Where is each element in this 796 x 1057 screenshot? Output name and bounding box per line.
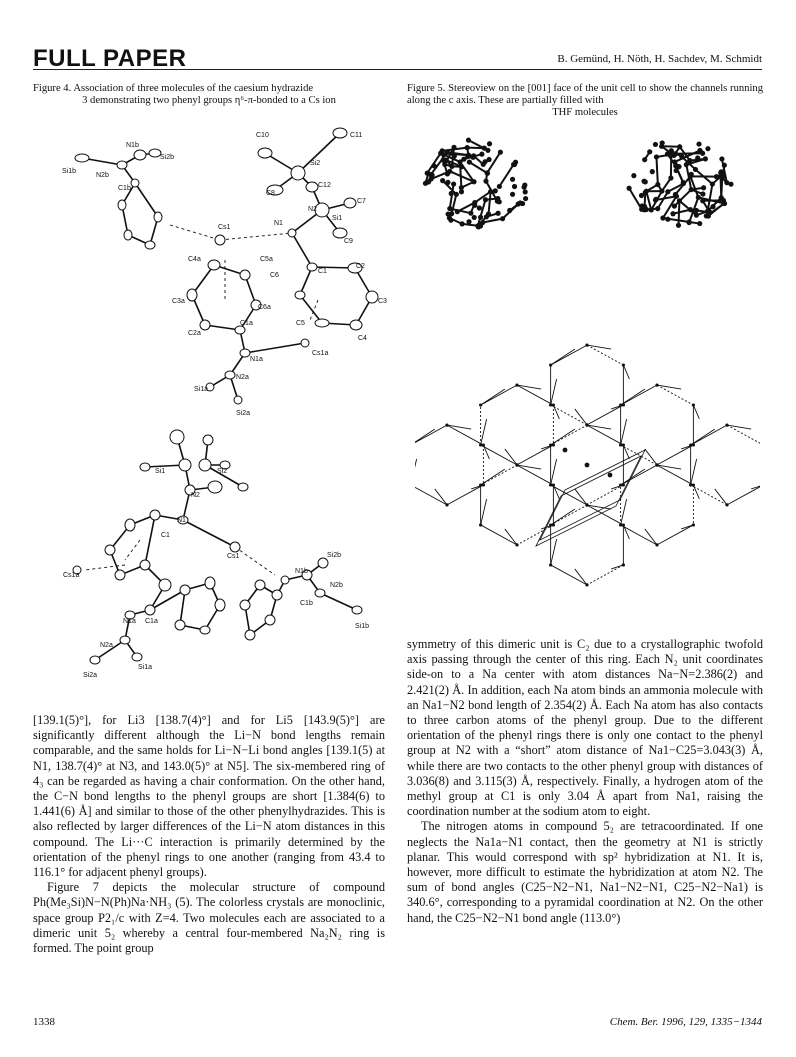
label-top-si2b: Si2b xyxy=(160,154,175,161)
label-top-c1: C1 xyxy=(318,268,327,275)
label-top-c3a: C3a xyxy=(172,298,185,305)
label-top-n2a: N2a xyxy=(236,374,249,381)
label-bot-n2: N2 xyxy=(191,492,200,499)
left-paragraph-1: [139.1(5)°], for Li3 [138.7(4)°] and for Li5 [143.9(5)°] are significantly different although the Li−N bond lengths remain comparable, and the same holds for Li−N−Li bond angles [139.1(5) at N1, 138.7(4)° at N3, and 143.0(5)° at N5]. The six-membered ring of 4₃ can be regarded as having a chair conformation. On the other hand, the C−N bond lengths to the phenyl groups are short [1.384(6) to 1.441(6) Å] and similar to those of the other phenylhydrazides. This is also reflected by larger differences of the Li−N atom distances in this compound. The Li···C interaction is primarily determined by the orientation of the phenyl rings to one another (ranging from 43.4 to 116.1° for adjacent phenyl groups). xyxy=(33,713,385,880)
label-top-c5: C5 xyxy=(296,320,305,327)
label-top-c7: C7 xyxy=(357,198,366,205)
label-top-n1a: N1a xyxy=(250,356,263,363)
figure4-bottom-atom-labels xyxy=(63,468,369,679)
label-top-c1b: C1b xyxy=(118,185,131,192)
label-bot-c1a: C1a xyxy=(145,618,158,625)
label-bot-si1a: Si1a xyxy=(138,664,153,671)
label-bot-n1b: N1b xyxy=(295,568,308,575)
label-top-n1b: N1b xyxy=(126,142,139,149)
label-top-n1: N1 xyxy=(274,220,283,227)
figure4-ortep-bottom xyxy=(45,425,380,690)
journal-citation: Chem. Ber. 1996, 129, 1335−1344 xyxy=(609,1016,762,1028)
label-bot-si2b: Si2b xyxy=(327,552,342,559)
right-paragraph-1: symmetry of this dimeric unit is C₂ due to a crystallographic twofold axis passing through the center of this ring. Each N₂ unit coordinates side-on to a Na center with atom distances Na−N=2.386(2) and 2.421(2) Å. In addition, each Na atom binds an ammonia molecule with an Na1−N2 bond length of 2.354(2) Å. Each Na atom has also contacts to three carbon atoms of the phenyl group. Due to the different orientation of the phenyl rings there is only one contact to the phenyl group at N2 with a “short” atom distance of Na1−C25=3.043(3) Å, while there are two contacts to the other phenyl group with distances of 3.036(8) and 3.115(3) Å, respectively. Finally, a hydrogen atom of the methyl group at C1 is only 3.04 Å apart from Na1, raising the coordination number at the sodium atom to eight. xyxy=(407,637,763,819)
label-bot-c1: C1 xyxy=(161,532,170,539)
figure4-caption-line1: Figure 4. Association of three molecules of the caesium hydrazide xyxy=(33,83,314,94)
label-top-si2a: Si2a xyxy=(236,410,251,417)
label-top-c1a: C1a xyxy=(240,320,253,327)
right-column-text xyxy=(407,637,763,926)
label-top-c12: C12 xyxy=(318,182,331,189)
left-paragraph-2: Figure 7 depicts the molecular structure of compound Ph(Me₃Si)N−N(Ph)Na·NH₃ (5). The colorless crystals are monoclinic, space group P2₁/c with Z=4. Two molecules each are associated to a dimeric unit 5₂ whereby a central four-membered Na₂N₂ ring is formed. The point group xyxy=(33,880,385,956)
label-top-c4: C4 xyxy=(358,335,367,342)
section-heading: FULL PAPER xyxy=(33,45,187,72)
label-top-si2: Si2 xyxy=(310,160,321,167)
label-top-si1b: Si1b xyxy=(62,168,77,175)
right-paragraph-2: The nitrogen atoms in compound 5₂ are tetracoordinated. If one neglects the Na1a−N1 contact, then the geometry at N1 is strictly planar. This would correspond with sp² hybridization at N1. It is, however, more difficult to estimate the hybridization at atom N2. The sum of bond angles (C25−N2−N1, Na1−N2−N1, C25−N2−Na1) is 340.6°, corresponding to a pyramidal coordination at N2. On the other hand, the C25−N2−N1 bond angle (113.0°) xyxy=(407,819,763,925)
header-rule xyxy=(33,69,762,70)
figure5-caption-line1: Figure 5. Stereoview on the [001] face of the unit cell to show the xyxy=(407,83,688,94)
figure5-unit-cell-network xyxy=(415,300,760,625)
label-bot-cs1: Cs1 xyxy=(227,553,240,560)
label-top-c6a: C6a xyxy=(258,304,271,311)
label-top-c8: C8 xyxy=(266,190,275,197)
label-bot-n1: N1 xyxy=(177,517,186,524)
label-top-n2: N2 xyxy=(308,206,317,213)
label-bot-c1b: C1b xyxy=(300,600,313,607)
label-top-c10: C10 xyxy=(256,132,269,139)
label-top-c9: C9 xyxy=(344,238,353,245)
label-top-c6: C6 xyxy=(270,272,279,279)
label-bot-n2b: N2b xyxy=(330,582,343,589)
figure4-top-atom-labels xyxy=(62,132,387,417)
label-bot-si2a: Si2a xyxy=(83,672,98,679)
label-bot-si2: Si2 xyxy=(217,468,228,475)
label-top-c4a: C4a xyxy=(188,256,201,263)
figure4-ortep-top xyxy=(60,125,390,417)
label-top-c5a: C5a xyxy=(260,256,273,263)
figure5-caption xyxy=(407,83,763,119)
label-top-c2: C2 xyxy=(356,263,365,270)
label-top-c3: C3 xyxy=(378,298,387,305)
page-number: 1338 xyxy=(33,1016,55,1028)
label-top-c2a: C2a xyxy=(188,330,201,337)
figure5-caption-line2: channels running along the c axis. These are partially filled with xyxy=(407,83,764,106)
label-bot-cs1a: Cs1a xyxy=(63,572,80,579)
label-top-cs1: Cs1 xyxy=(218,224,231,231)
label-top-si1: Si1 xyxy=(332,215,343,222)
label-bot-si1b: Si1b xyxy=(355,623,370,630)
label-bot-n2a: N2a xyxy=(100,642,113,649)
figure5-caption-line3: THF molecules xyxy=(552,107,618,118)
figure4-caption xyxy=(33,83,385,107)
figure4-caption-line2: 3 demonstrating two phenyl groups η⁶-π-bonded to a Cs ion xyxy=(82,95,336,106)
label-bot-n1a: N1a xyxy=(123,618,136,625)
label-top-cs1a: Cs1a xyxy=(312,350,329,357)
running-authors: B. Gemünd, H. Nöth, H. Sachdev, M. Schmidt xyxy=(557,53,762,65)
left-column-text xyxy=(33,713,385,956)
label-top-n2b: N2b xyxy=(96,172,109,179)
label-top-si1a: Si1a xyxy=(194,386,209,393)
label-top-c11: C11 xyxy=(350,132,363,139)
label-bot-si1: Si1 xyxy=(155,468,166,475)
figure5-stereoview xyxy=(405,128,765,238)
